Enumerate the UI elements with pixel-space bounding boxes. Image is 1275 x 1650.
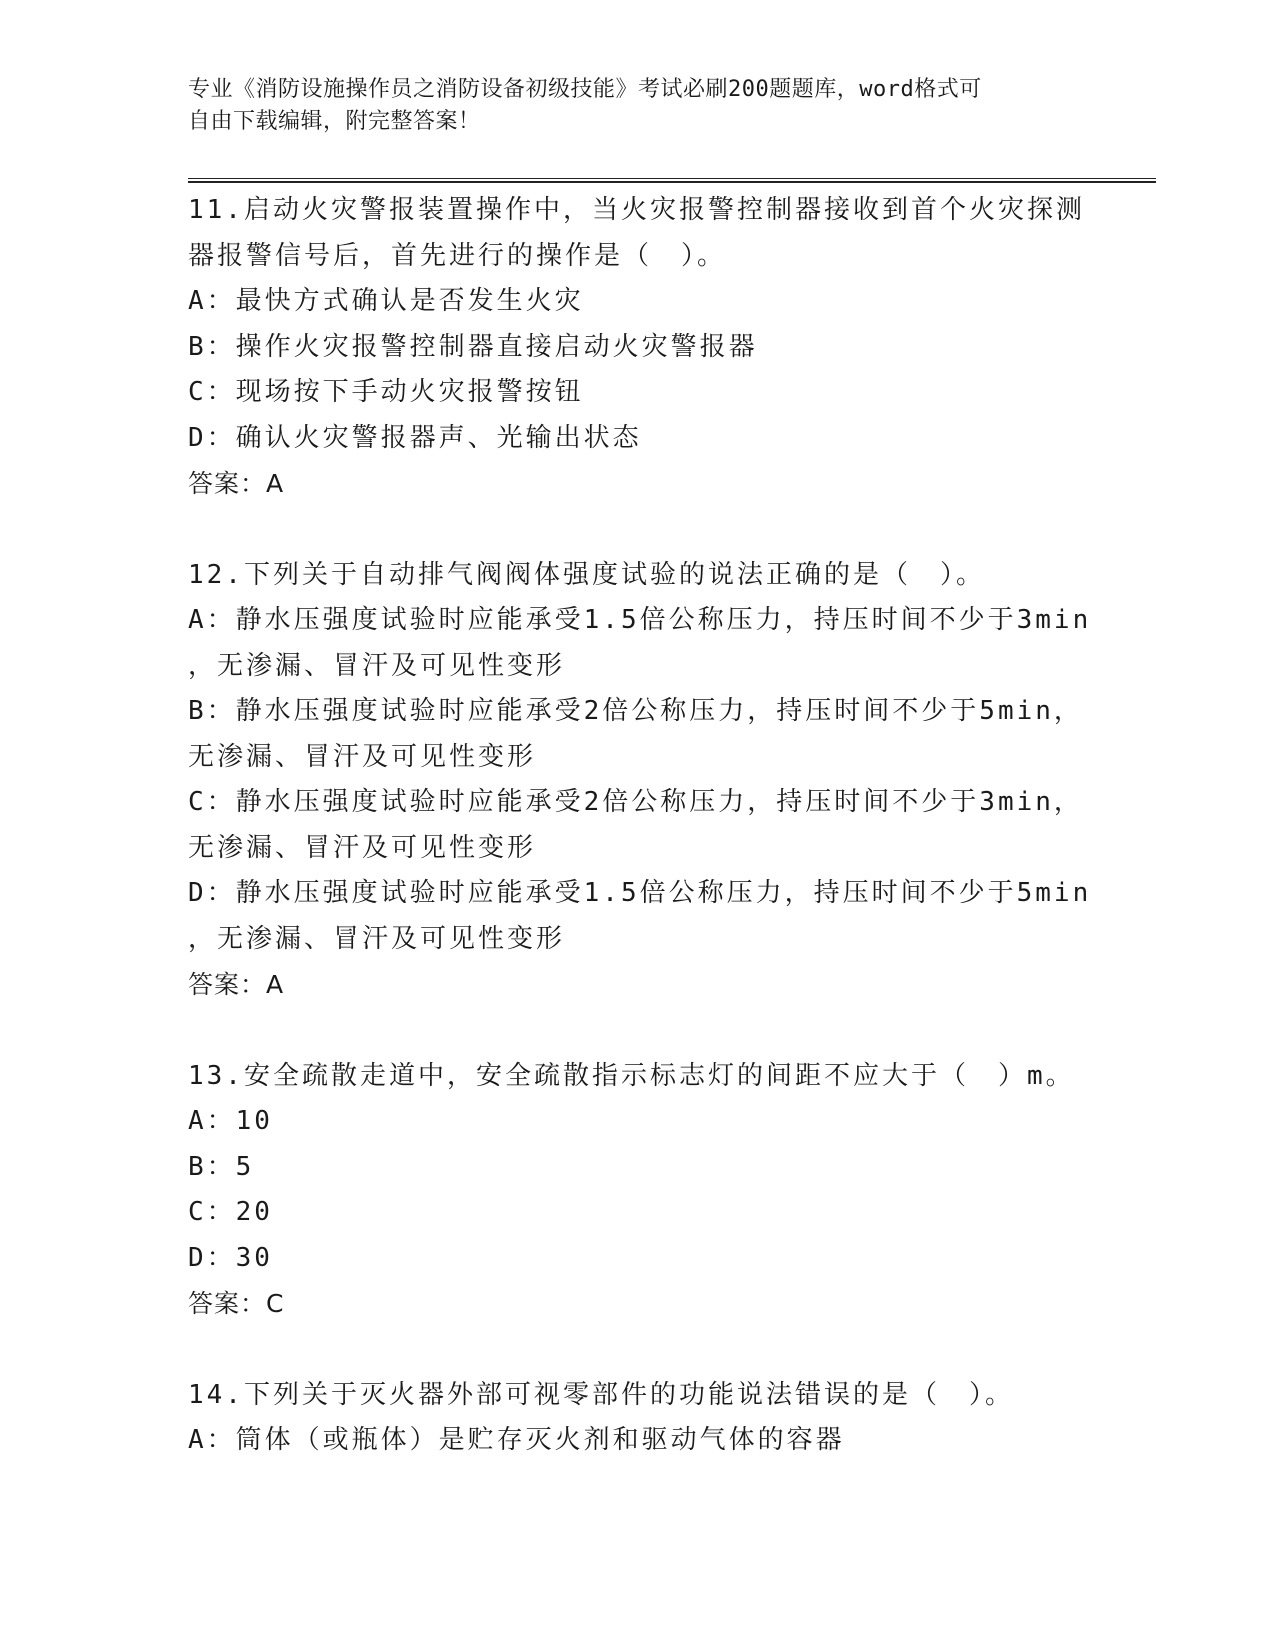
question-text: 14.下列关于灭火器外部可视零部件的功能说法错误的是（ ）。 <box>188 1379 1014 1410</box>
question-12 <box>188 553 1092 1008</box>
answer-line: 答案：A <box>188 970 285 999</box>
option-a: A：静水压强度试验时应能承受1.5倍公称压力，持压时间不少于3min <box>188 605 1092 635</box>
option-b-continued: 无渗漏、冒汗及可见性变形 <box>188 741 537 772</box>
option-c-continued: 无渗漏、冒汗及可见性变形 <box>188 832 537 863</box>
option-d: D：确认火灾警报器声、光输出状态 <box>188 422 642 453</box>
option-a: A：最快方式确认是否发生火灾 <box>188 286 584 316</box>
option-c: C：静水压强度试验时应能承受2倍公称压力，持压时间不少于3min， <box>188 787 1083 817</box>
question-14 <box>188 1373 1088 1464</box>
option-d-continued: ，无渗漏、冒汗及可见性变形 <box>188 923 566 954</box>
header-divider <box>188 178 1156 183</box>
option-b: B：静水压强度试验时应能承受2倍公称压力，持压时间不少于5min， <box>188 696 1083 726</box>
question-list <box>188 188 1092 1510</box>
question-text: 12.下列关于自动排气阀阀体强度试验的说法正确的是（ ）。 <box>188 559 985 590</box>
question-11 <box>188 188 1088 507</box>
question-13 <box>188 1054 1088 1327</box>
option-a: A：筒体（或瓶体）是贮存灭火剂和驱动气体的容器 <box>188 1425 845 1455</box>
question-text: 13.安全疏散走道中，安全疏散指示标志灯的间距不应大于（ ）m。 <box>188 1060 1075 1091</box>
option-b: B：5 <box>188 1151 255 1182</box>
answer-line: 答案：C <box>188 1289 285 1318</box>
question-text: 11.启动火灾警报装置操作中，当火灾报警控制器接收到首个火灾探测 <box>188 195 1085 225</box>
option-a: A：10 <box>188 1106 273 1136</box>
option-b: B：操作火灾报警控制器直接启动火灾警报器 <box>188 331 758 362</box>
header-line: 自由下载编辑，附完整答案！ <box>188 109 481 134</box>
option-a-continued: ，无渗漏、冒汗及可见性变形 <box>188 650 566 681</box>
option-c: C：现场按下手动火灾报警按钮 <box>188 377 584 407</box>
option-c: C：20 <box>188 1197 273 1227</box>
header-line: 专业《消防设施操作员之消防设备初级技能》考试必刷200题题库，word格式可 <box>188 77 982 102</box>
question-text: 器报警信号后，首先进行的操作是（ ）。 <box>188 240 727 271</box>
document-header <box>188 74 1068 138</box>
answer-line: 答案：A <box>188 469 285 498</box>
option-d: D：静水压强度试验时应能承受1.5倍公称压力，持压时间不少于5min <box>188 878 1092 908</box>
option-d: D：30 <box>188 1242 273 1273</box>
